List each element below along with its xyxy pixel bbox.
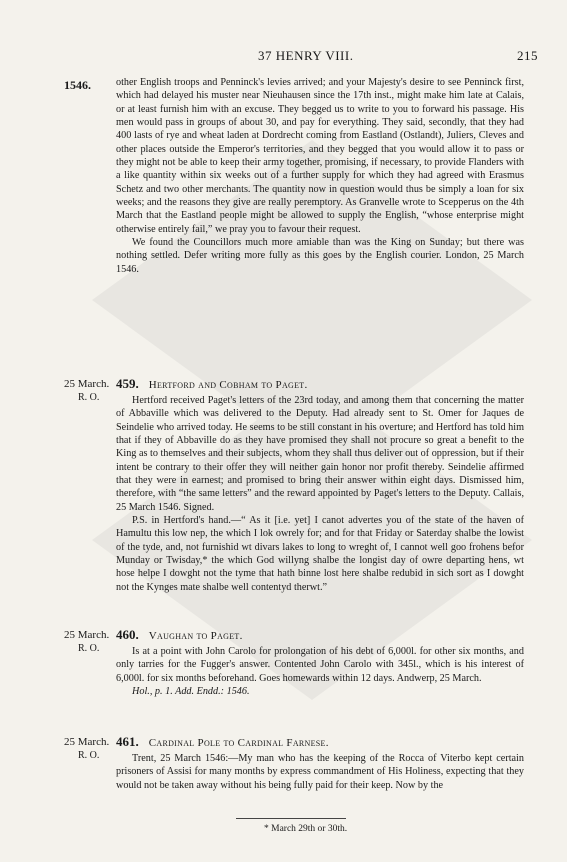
entry-date: 25 March. <box>64 629 110 641</box>
entry-parties: Hertford and Cobham to Paget. <box>148 379 308 391</box>
entry-parties: Cardinal Pole to Cardinal Farnese. <box>148 737 329 749</box>
continuation-paragraph: We found the Councillors much more amiable than was the King on Sunday; but there was nothing settled. Defer writing more fully as this goes by the English courier. London, 25 March 1546. <box>116 237 524 275</box>
entry-heading <box>116 377 524 392</box>
entry-paragraph: Trent, 25 March 1546:—My man who has the keeping of the Rocca of Viterbo kept certain prisoners of Assisi for many months by express commandment of His Holiness, expecting that they would not be taken away without his being fully paid for their keep. Now by the <box>116 753 524 791</box>
entry-459 <box>116 377 524 594</box>
running-title: 37 HENRY VIII. <box>258 48 354 63</box>
year-label: 1546. <box>64 78 91 92</box>
entry-source: R. O. <box>78 392 100 403</box>
running-header <box>0 48 567 68</box>
entry-postscript: P.S. in Hertford's hand.—“ As it [i.e. yet] I canot advertes you of the state of the haven of Hamultu this low nep, the which I lok owrely for; and for that Friday or Saterday shalbe the lowist of the tyde, and, not furnishid wt divars lakes to long to wreght of, I cannot well goo frohens befor Munday or Twisday,* the which God willyng shalbe the longist day of owre departing hens, wt hose helpe I dowght not the tyme that hath binne lost here shalbe redubid in sich sort as I dowght not the Kynges mate shalbe well contentyd therwt.” <box>116 515 524 593</box>
entry-paragraph: Is at a point with John Carolo for prolongation of his debt of 6,000l. for other six months, and only tarries for the Fugger's answer. Contented John Carolo with 345l., which is his interest of 6,000l. for six months beforehand. Goes homewards within 12 days. Andwerp, 25 March. <box>116 646 524 684</box>
entry-margin <box>64 628 109 656</box>
entry-number: 459. <box>116 376 139 391</box>
page-number: 215 <box>517 48 538 63</box>
entry-source: R. O. <box>78 750 100 761</box>
entry-margin <box>64 377 109 405</box>
footnote-rule <box>236 818 346 819</box>
entry-heading <box>116 735 524 750</box>
continuation-paragraph: other English troops and Penninck's levies arrived; and your Majesty's desire to see Penninck first, which had delayed his muster near Nieuhausen since the 17th inst., might make him late at Calais, or at least furnish him with an excuse. They begged us to write to you to forward his passage. His men would pass in groups of about 30, and pay for everything. They said, secondly, that they had 400 lasts of rye and wheat laden at Dordrecht coming from Eastland (Ostlandt), Juliers, Cleves and other places outside the Emperor's territories, and they begged that you would allow it to pass or they might not be able to keep their army together, promising, if necessary, to provide Flanders with a like quantity within six weeks out of a further supply for which they had agreed with Erasmus Schetz and two other merchants. The quantity now in question would thus be simply a loan for six weeks; and the reasons they give are really peremptory. As Granvelle wrote to Scepperus on the 4th March that the Eastland people might be allowed to supply the English, “whose enterprise might otherwise entirely fail,” we pray you to favour their request. <box>116 77 524 235</box>
footnote: * March 29th or 30th. <box>264 824 348 834</box>
entry-number: 461. <box>116 734 139 749</box>
entry-date: 25 March. <box>64 736 110 748</box>
entry-461 <box>116 735 524 792</box>
entry-460 <box>116 628 524 698</box>
entry-date: 25 March. <box>64 378 110 390</box>
continuation-block <box>116 76 524 276</box>
entry-heading <box>116 628 524 643</box>
entry-note: Hol., p. 1. Add. Endd.: 1546. <box>132 686 250 698</box>
entry-parties: Vaughan to Paget. <box>148 630 243 642</box>
entry-paragraph: Hertford received Paget's letters of the 23rd today, and among them that concerning the matter of Abbaville which was delivered to the Deputy. Had already sent to St. Omer for Jaques de Seindelie who arrived today. He seems to be still constant in his overture; and Hertford has told him that if they of Abbaville do as they have promised they shall not procure so great a benefit to the King as to themselves and their subjects, whom they shall thus deliver out of oppression, but if their intent be contrary to their offer they will neither gain honor nor profit thereby. Seindelie affirmed that they were in earnest; and promised to bring their answer within eight days. Dismissed him, therefore, with “the same letters” and the reward appointed by Paget's letters to the Deputy. Callais, 25 March 1546. Signed. <box>116 395 524 513</box>
entry-source: R. O. <box>78 643 100 654</box>
entry-margin <box>64 735 109 763</box>
entry-number: 460. <box>116 627 139 642</box>
